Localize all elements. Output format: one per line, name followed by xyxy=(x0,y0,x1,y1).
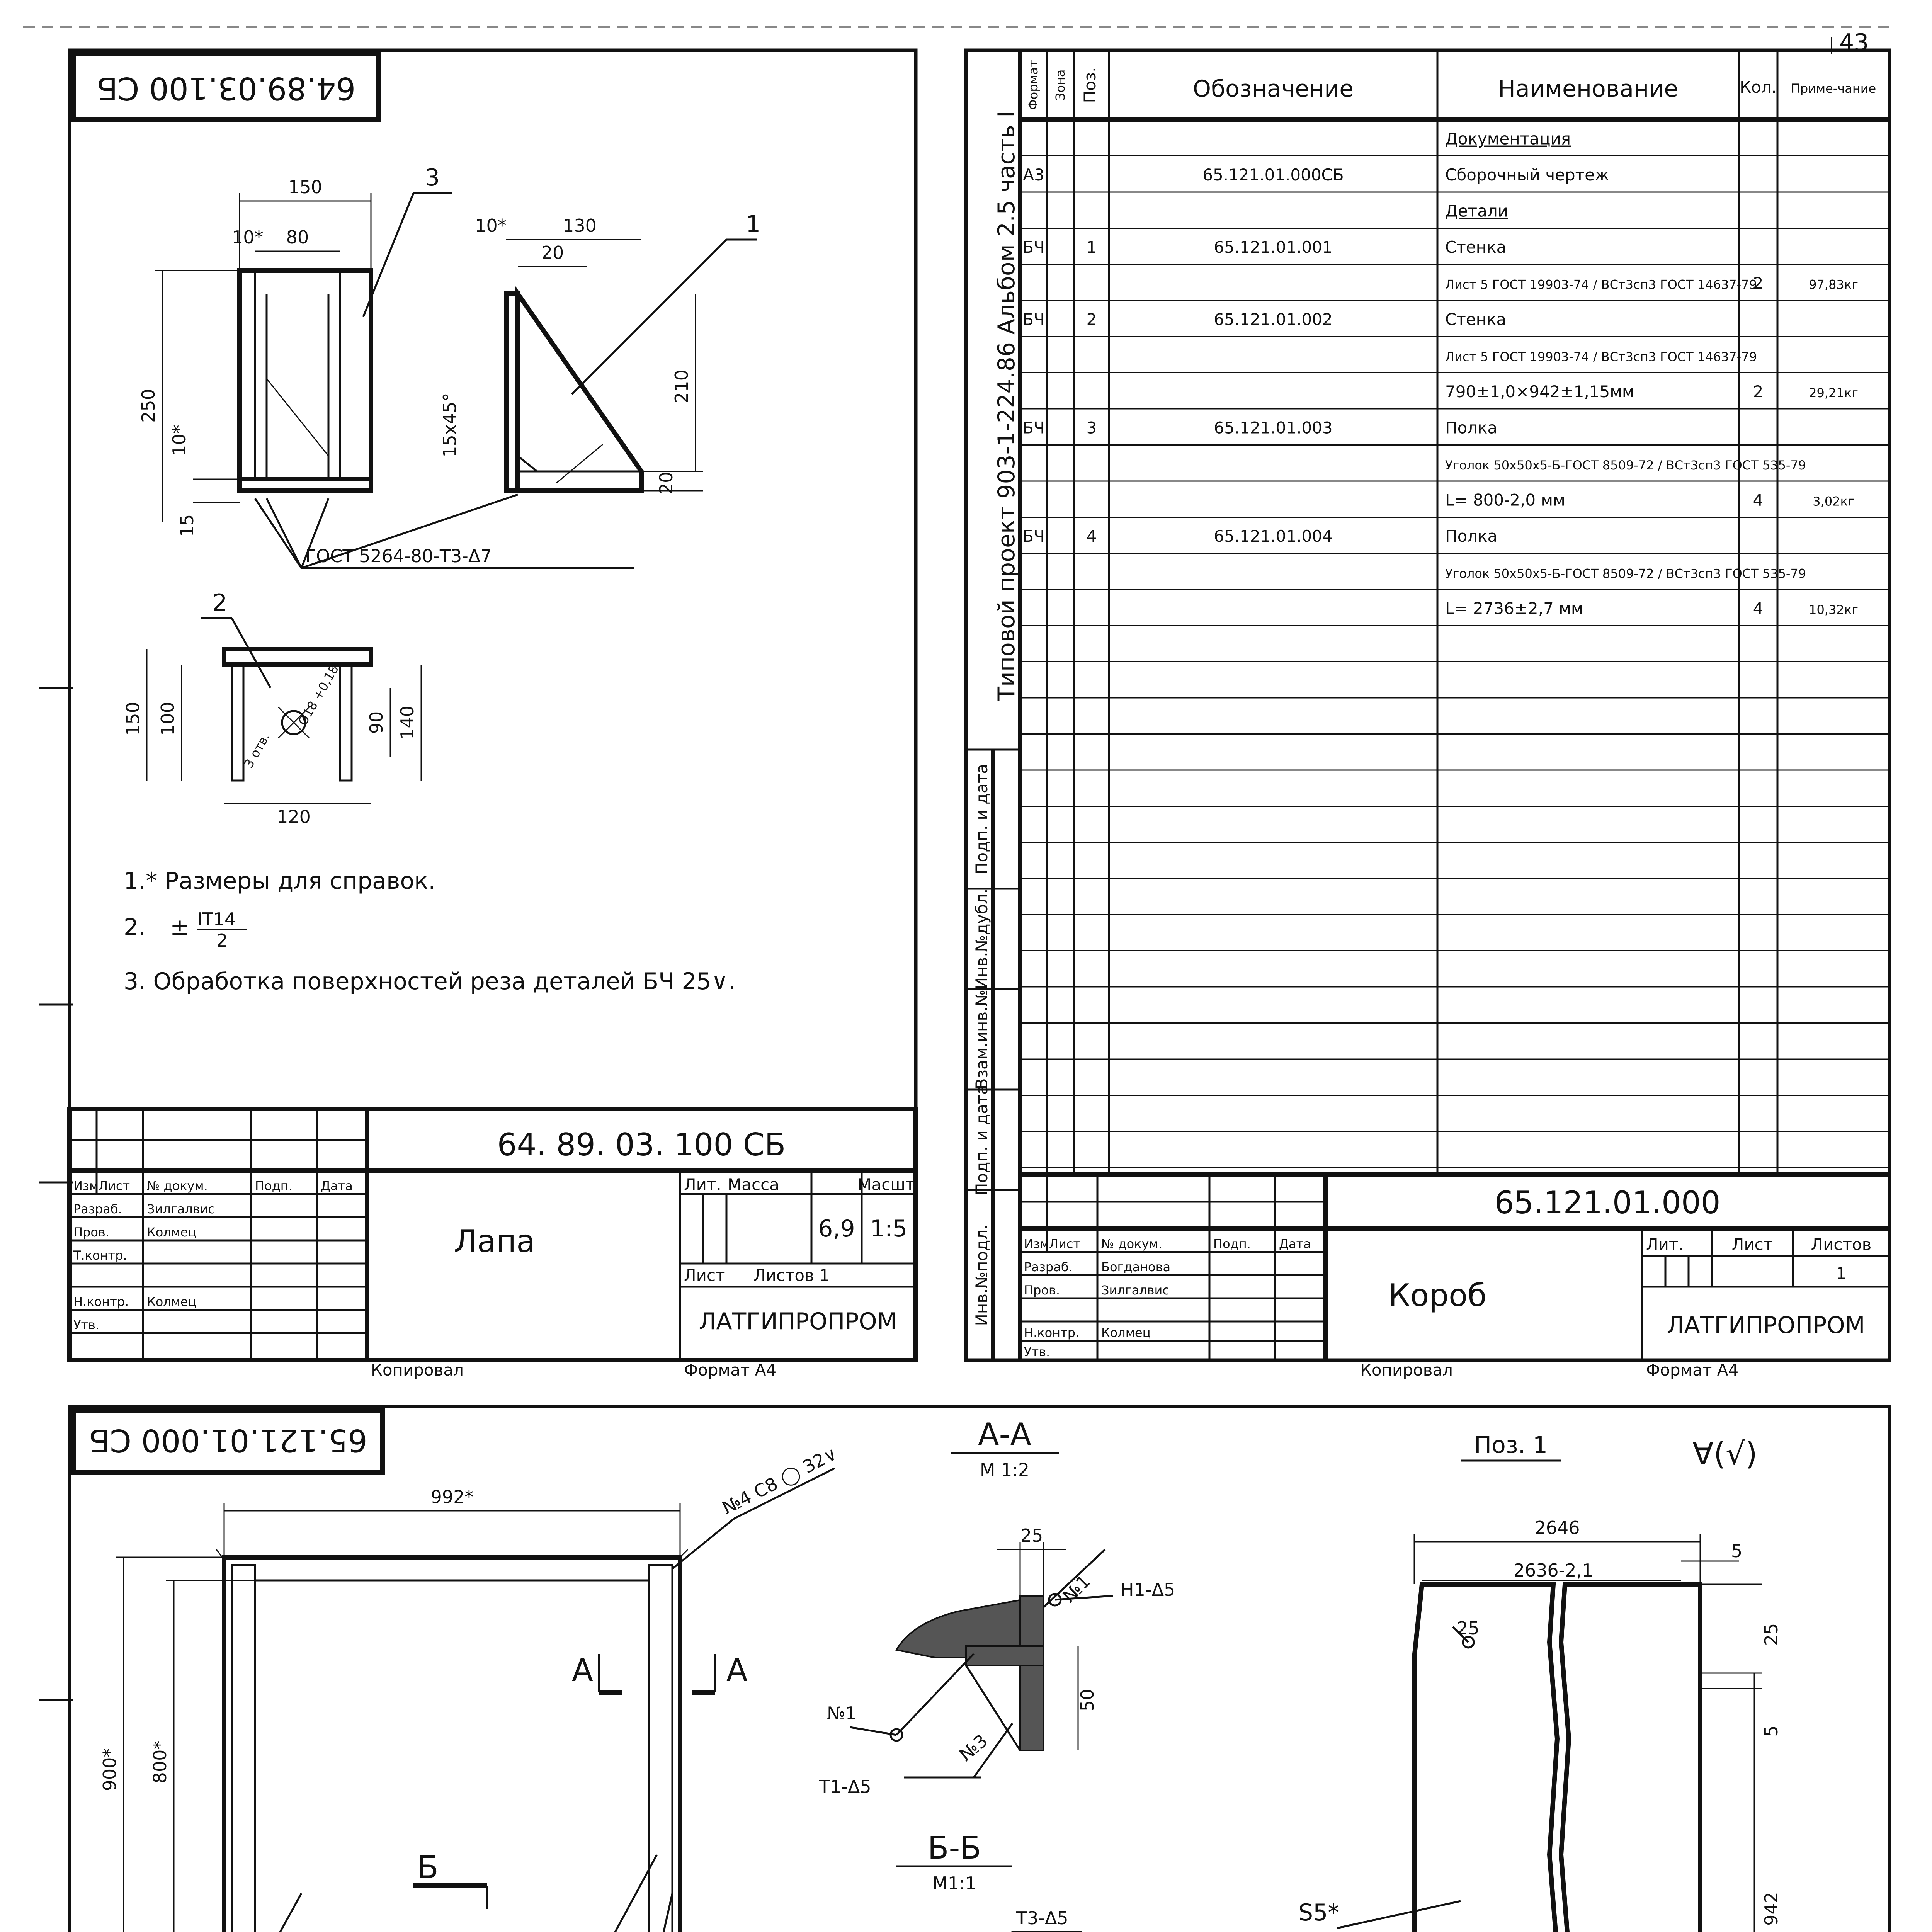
svg-text:1: 1 xyxy=(1836,1264,1847,1283)
svg-text:ГОСТ 5264-80-Т3-Δ7: ГОСТ 5264-80-Т3-Δ7 xyxy=(305,546,492,566)
svg-text:10*: 10* xyxy=(232,227,264,248)
lapa-front-view xyxy=(138,164,452,537)
position-1: 1 xyxy=(746,211,761,238)
svg-text:25: 25 xyxy=(1457,1618,1480,1639)
spec-cell-name: Лист 5 ГОСТ 19903-74 / ВСт3сп3 ГОСТ 14637-79 xyxy=(1445,277,1757,292)
svg-text:210: 210 xyxy=(671,369,692,403)
svg-text:65.121.01.000: 65.121.01.000 xyxy=(1494,1185,1721,1221)
spec-cell-designation: 65.121.01.001 xyxy=(1214,238,1333,257)
svg-text:Утв.: Утв. xyxy=(73,1318,100,1332)
spec-titleblock xyxy=(1020,1175,1889,1379)
lapa-plan-view xyxy=(122,589,421,827)
spec-cell-qty: 2 xyxy=(1753,274,1764,293)
svg-text:Дата: Дата xyxy=(1279,1236,1311,1251)
spec-cell-designation: 65.121.01.002 xyxy=(1214,310,1333,329)
svg-text:№1: №1 xyxy=(1058,1571,1095,1607)
svg-text:Лист: Лист xyxy=(99,1179,130,1193)
svg-text:Н1-Δ5: Н1-Δ5 xyxy=(1121,1579,1175,1600)
svg-text:Подп. и дата: Подп. и дата xyxy=(972,764,991,875)
svg-text:25: 25 xyxy=(1761,1623,1782,1646)
part-name-lapa: Лапа xyxy=(454,1223,536,1259)
svg-text:Колмец: Колмец xyxy=(147,1294,197,1309)
spec-cell-note: 97,83кг xyxy=(1809,277,1858,292)
svg-text:Зона: Зона xyxy=(1053,69,1068,101)
sheet-korob xyxy=(70,1406,1889,1932)
svg-text:3. Обработка поверхностей реза: 3. Обработка поверхностей реза деталей БЧ 25∨. xyxy=(124,968,736,995)
svg-text:15: 15 xyxy=(177,514,197,537)
svg-text:50: 50 xyxy=(1077,1689,1098,1712)
svg-text:Подп. и дата: Подп. и дата xyxy=(972,1084,991,1196)
position-2: 2 xyxy=(213,589,228,616)
svg-text:25: 25 xyxy=(1020,1525,1043,1546)
svg-text:130: 130 xyxy=(563,215,597,236)
svg-text:Н.контр.: Н.контр. xyxy=(73,1294,129,1309)
svg-text:IT14: IT14 xyxy=(197,909,236,930)
spec-cell-note: 29,21кг xyxy=(1809,386,1858,401)
svg-text:64. 89. 03. 100 СБ: 64. 89. 03. 100 СБ xyxy=(497,1127,786,1163)
svg-text:80: 80 xyxy=(286,227,309,248)
svg-text:942: 942 xyxy=(1761,1892,1782,1926)
svg-text:Кол.: Кол. xyxy=(1740,78,1777,97)
svg-text:S5*: S5* xyxy=(1298,1899,1340,1926)
svg-text:Ø18 +0,18: Ø18 +0,18 xyxy=(295,662,342,728)
spec-cell-name: Стенка xyxy=(1445,238,1507,257)
svg-text:250: 250 xyxy=(138,389,159,423)
spec-cell-pos: 3 xyxy=(1086,418,1097,437)
svg-text:10*: 10* xyxy=(475,215,507,236)
svg-text:А: А xyxy=(572,1652,593,1688)
svg-text:Формат А4: Формат А4 xyxy=(684,1361,777,1379)
spec-cell-format: БЧ xyxy=(1022,418,1045,437)
spec-cell-name: Документация xyxy=(1445,129,1571,148)
svg-text:Масшт.: Масшт. xyxy=(857,1175,920,1194)
svg-text:Б: Б xyxy=(417,1849,439,1885)
svg-text:Зилгалвис: Зилгалвис xyxy=(147,1202,215,1216)
svg-text:Листов: Листов xyxy=(1811,1235,1872,1254)
spec-cell-pos: 4 xyxy=(1086,527,1097,546)
svg-text:6,9: 6,9 xyxy=(818,1215,855,1242)
spec-cell-name: L= 800-2,0 мм xyxy=(1445,490,1565,510)
spec-rows xyxy=(1020,129,1889,1168)
korob-front-view xyxy=(99,1443,841,1932)
spec-cell-pos: 2 xyxy=(1086,310,1097,329)
spec-cell-format: А3 xyxy=(1023,165,1044,185)
svg-text:Формат А4: Формат А4 xyxy=(1646,1361,1739,1379)
svg-text:2646: 2646 xyxy=(1534,1517,1580,1538)
svg-text:Подп.: Подп. xyxy=(255,1179,293,1193)
svg-text:Изм: Изм xyxy=(1024,1236,1049,1251)
svg-text:3 отв.: 3 отв. xyxy=(241,730,273,770)
svg-text:90: 90 xyxy=(366,711,387,734)
spec-cell-name: Детали xyxy=(1445,201,1508,221)
spec-cell-qty: 2 xyxy=(1753,382,1764,401)
spec-cell-name: Лист 5 ГОСТ 19903-74 / ВСт3сп3 ГОСТ 14637-79 xyxy=(1445,349,1757,364)
svg-text:Обозначение: Обозначение xyxy=(1192,75,1354,102)
spec-cell-format: БЧ xyxy=(1022,310,1045,329)
svg-text:2: 2 xyxy=(216,930,228,951)
svg-text:Изм: Изм xyxy=(73,1179,99,1193)
svg-text:Пров.: Пров. xyxy=(1024,1283,1060,1298)
svg-text:Лит.: Лит. xyxy=(1646,1235,1684,1254)
svg-text:10*: 10* xyxy=(169,425,190,456)
page-number: 43 xyxy=(1839,29,1869,56)
svg-text:15x45°: 15x45° xyxy=(439,393,460,457)
svg-text:Формат: Формат xyxy=(1026,60,1041,110)
svg-text:Копировал: Копировал xyxy=(371,1361,464,1379)
svg-text:20: 20 xyxy=(541,242,564,263)
spec-cell-designation: 65.121.01.004 xyxy=(1214,527,1333,546)
spec-cell-qty: 4 xyxy=(1753,490,1764,510)
mirror-code-korob: 65.121.01.000 СБ xyxy=(88,1422,367,1458)
svg-text:М 1:2: М 1:2 xyxy=(980,1459,1030,1480)
mirror-code: 64.89.03.100 СБ xyxy=(96,70,356,106)
svg-text:Богданова: Богданова xyxy=(1101,1260,1171,1274)
svg-text:Наименование: Наименование xyxy=(1498,75,1679,102)
svg-text:1:5: 1:5 xyxy=(870,1215,908,1242)
svg-text:Колмец: Колмец xyxy=(147,1225,197,1240)
spec-cell-designation: 65.121.01.000СБ xyxy=(1202,165,1344,185)
svg-text:Н.контр.: Н.контр. xyxy=(1024,1325,1080,1340)
svg-text:Т3-Δ5: Т3-Δ5 xyxy=(1016,1908,1068,1929)
spec-cell-name: 790±1,0×942±1,15мм xyxy=(1445,382,1634,401)
spec-cell-name: L= 2736±2,7 мм xyxy=(1445,599,1583,618)
section-aa xyxy=(819,1417,1175,1797)
svg-text:150: 150 xyxy=(288,177,322,197)
svg-text:А: А xyxy=(726,1652,748,1688)
svg-text:Масса: Масса xyxy=(728,1175,779,1194)
sheet-specification xyxy=(966,50,1889,1379)
svg-text:А-А: А-А xyxy=(978,1417,1032,1452)
section-bb xyxy=(842,1830,1082,1932)
spec-cell-format: БЧ xyxy=(1022,527,1045,546)
svg-text:120: 120 xyxy=(277,806,311,827)
spec-cell-name: Уголок 50x50x5-Б-ГОСТ 8509-72 / ВСт3сп3 ГОСТ 535-79 xyxy=(1445,458,1806,473)
sheet-lapa xyxy=(70,50,920,1379)
svg-text:Инв.№дубл.: Инв.№дубл. xyxy=(972,888,991,990)
svg-text:Утв.: Утв. xyxy=(1024,1345,1050,1359)
part-name-korob-spec: Короб xyxy=(1388,1277,1487,1313)
svg-text:Лит.: Лит. xyxy=(684,1175,721,1194)
svg-text:Т.контр.: Т.контр. xyxy=(73,1248,127,1263)
svg-text:5: 5 xyxy=(1761,1725,1782,1737)
svg-text:800*: 800* xyxy=(150,1740,170,1784)
spec-cell-name: Полка xyxy=(1445,418,1498,437)
svg-text:№ докум.: № докум. xyxy=(147,1179,208,1193)
svg-text:Т1-Δ5: Т1-Δ5 xyxy=(819,1776,871,1797)
lapa-titleblock xyxy=(70,1109,920,1379)
lapa-notes xyxy=(124,867,736,995)
svg-text:Разраб.: Разраб. xyxy=(1024,1260,1073,1274)
svg-text:5: 5 xyxy=(1731,1541,1743,1561)
spec-cell-note: 3,02кг xyxy=(1813,494,1854,509)
svg-text:Б-Б: Б-Б xyxy=(927,1830,981,1866)
svg-text:Приме-чание: Приме-чание xyxy=(1791,81,1876,96)
spec-cell-name: Уголок 50x50x5-Б-ГОСТ 8509-72 / ВСт3сп3 ГОСТ 535-79 xyxy=(1445,566,1806,581)
svg-text:№1: №1 xyxy=(827,1703,857,1724)
svg-text:±: ± xyxy=(170,914,190,941)
spec-cell-name: Сборочный чертеж xyxy=(1445,165,1609,185)
svg-text:ЛАТГИПРОПРОМ: ЛАТГИПРОПРОМ xyxy=(1667,1312,1865,1339)
svg-text:№4 С8 ◯ 32∨: №4 С8 ◯ 32∨ xyxy=(719,1442,841,1519)
svg-text:Лист: Лист xyxy=(1049,1236,1081,1251)
svg-text:20: 20 xyxy=(656,471,677,495)
spec-cell-note: 10,32кг xyxy=(1809,602,1858,617)
svg-text:Зилгалвис: Зилгалвис xyxy=(1101,1283,1169,1298)
svg-text:992*: 992* xyxy=(430,1486,474,1507)
svg-text:Взам.инв.№: Взам.инв.№ xyxy=(972,989,991,1090)
svg-text:№ докум.: № докум. xyxy=(1101,1236,1162,1251)
pos1-detail xyxy=(1298,1432,1782,1932)
lapa-weld-callout xyxy=(255,495,634,568)
position-3: 3 xyxy=(425,164,440,191)
spec-cell-pos: 1 xyxy=(1086,238,1097,257)
svg-text:ЛАТГИПРОПРОМ: ЛАТГИПРОПРОМ xyxy=(699,1308,897,1335)
svg-text:Колмец: Колмец xyxy=(1101,1325,1151,1340)
svg-text:Лист: Лист xyxy=(1731,1235,1773,1254)
svg-text:900*: 900* xyxy=(99,1748,120,1791)
spec-cell-name: Полка xyxy=(1445,527,1498,546)
svg-text:Пров.: Пров. xyxy=(73,1225,109,1240)
svg-text:1.* Размеры для справок.: 1.* Размеры для справок. xyxy=(124,867,436,895)
spec-cell-qty: 4 xyxy=(1753,599,1764,618)
svg-text:Инв.№подл.: Инв.№подл. xyxy=(972,1224,991,1326)
svg-text:Поз. 1: Поз. 1 xyxy=(1474,1432,1548,1459)
project-side-label: Типовой проект 903-1-224.86 Альбом 2.5 часть I xyxy=(993,111,1020,701)
spec-cell-designation: 65.121.01.003 xyxy=(1214,418,1333,437)
svg-text:Дата: Дата xyxy=(321,1179,353,1193)
svg-text:Копировал: Копировал xyxy=(1360,1361,1453,1379)
svg-text:Подп.: Подп. xyxy=(1213,1236,1251,1251)
lapa-side-view xyxy=(439,211,760,494)
svg-text:2636-2,1: 2636-2,1 xyxy=(1513,1560,1594,1581)
svg-text:Поз.: Поз. xyxy=(1080,67,1099,103)
svg-text:№3: №3 xyxy=(955,1730,992,1765)
svg-text:Разраб.: Разраб. xyxy=(73,1202,122,1216)
spec-cell-name: Стенка xyxy=(1445,310,1507,329)
svg-text:Лист: Лист xyxy=(684,1266,725,1285)
svg-text:100: 100 xyxy=(157,702,178,736)
svg-text:Листов 1: Листов 1 xyxy=(753,1266,830,1285)
svg-text:2.: 2. xyxy=(124,914,146,941)
svg-text:∀(√): ∀(√) xyxy=(1692,1436,1758,1472)
svg-text:150: 150 xyxy=(122,702,143,736)
spec-cell-format: БЧ xyxy=(1022,238,1045,257)
svg-text:М1:1: М1:1 xyxy=(932,1873,976,1894)
svg-text:140: 140 xyxy=(397,706,418,740)
